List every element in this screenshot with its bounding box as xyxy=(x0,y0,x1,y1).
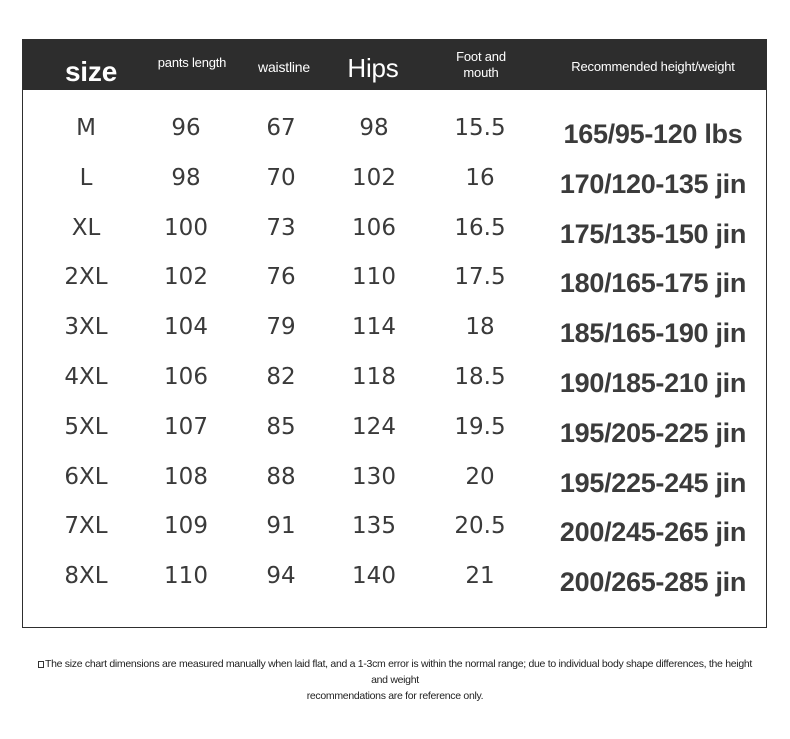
cell-pants-length: 104 xyxy=(164,314,208,341)
cell-recommended: 175/135-150 jin xyxy=(559,218,747,249)
cell-size: 3XL xyxy=(64,314,108,341)
table-row xyxy=(23,453,766,503)
header-recommended: Recommended height/weight xyxy=(571,58,735,74)
table-row xyxy=(23,353,766,403)
table-row xyxy=(23,204,766,254)
cell-foot-mouth: 18 xyxy=(465,314,495,341)
header-waistline: waistline xyxy=(258,59,310,76)
cell-foot-mouth: 18.5 xyxy=(454,363,506,390)
table-row xyxy=(23,154,766,204)
cell-recommended: 200/245-265 jin xyxy=(559,517,747,548)
cell-waistline: 91 xyxy=(266,513,296,540)
table-body xyxy=(23,104,766,602)
header-foot-mouth xyxy=(433,40,529,90)
cell-recommended: 190/185-210 jin xyxy=(559,367,747,398)
cell-recommended: 180/165-175 jin xyxy=(559,268,747,299)
cell-foot-mouth: 20 xyxy=(465,463,495,490)
cell-foot-mouth: 21 xyxy=(465,563,495,590)
cell-size: 6XL xyxy=(64,463,108,490)
cell-waistline: 94 xyxy=(266,563,296,590)
table-header xyxy=(23,40,766,90)
cell-recommended: 200/265-285 jin xyxy=(559,567,747,598)
cell-waistline: 67 xyxy=(266,115,296,141)
cell-hips: 130 xyxy=(352,463,396,490)
table-row xyxy=(23,253,766,303)
cell-recommended: 195/225-245 jin xyxy=(559,467,747,498)
table-row xyxy=(23,502,766,552)
cell-pants-length: 107 xyxy=(164,413,208,440)
footnote-line1: The size chart dimensions are measured manually when laid flat, and a 1-3cm error is within the normal range; due to individual body shape differences, the height and weight xyxy=(44,658,753,686)
cell-foot-mouth: 17.5 xyxy=(454,264,506,291)
cell-pants-length: 100 xyxy=(164,214,208,241)
cell-size: 8XL xyxy=(64,563,108,590)
header-pants-length: pants length xyxy=(157,54,227,70)
cell-foot-mouth: 15.5 xyxy=(454,115,506,141)
cell-hips: 110 xyxy=(352,264,396,291)
cell-hips: 102 xyxy=(352,164,396,191)
cell-waistline: 70 xyxy=(266,164,296,191)
cell-foot-mouth: 16.5 xyxy=(454,214,506,241)
cell-hips: 114 xyxy=(352,314,396,341)
cell-pants-length: 102 xyxy=(164,264,208,291)
cell-size: XL xyxy=(71,214,101,241)
cell-pants-length: 98 xyxy=(171,164,201,191)
cell-recommended: 185/165-190 jin xyxy=(559,318,747,349)
cell-pants-length: 110 xyxy=(164,563,208,590)
cell-pants-length: 106 xyxy=(164,363,208,390)
footnote-line2: recommendations are for reference only. xyxy=(306,690,484,702)
note-icon xyxy=(38,661,44,668)
header-hips: Hips xyxy=(347,52,399,83)
footnote xyxy=(30,656,760,704)
cell-waistline: 88 xyxy=(266,463,296,490)
cell-size: 4XL xyxy=(64,363,108,390)
cell-waistline: 85 xyxy=(266,413,296,440)
cell-hips: 135 xyxy=(352,513,396,540)
cell-pants-length: 108 xyxy=(164,463,208,490)
header-size: size xyxy=(64,55,118,87)
cell-recommended: 195/205-225 jin xyxy=(559,417,747,448)
cell-hips: 124 xyxy=(352,413,396,440)
table-row xyxy=(23,104,766,154)
cell-hips: 140 xyxy=(352,563,396,590)
cell-size: 7XL xyxy=(64,513,108,540)
cell-waistline: 82 xyxy=(266,363,296,390)
size-chart xyxy=(22,39,767,628)
cell-hips: 106 xyxy=(352,214,396,241)
cell-pants-length: 96 xyxy=(171,115,201,141)
cell-size: L xyxy=(79,164,93,191)
cell-recommended: 170/120-135 jin xyxy=(559,168,747,199)
table-row xyxy=(23,303,766,353)
cell-waistline: 79 xyxy=(266,314,296,341)
cell-foot-mouth: 20.5 xyxy=(454,513,506,540)
table-row xyxy=(23,403,766,453)
header-foot-line2: mouth xyxy=(463,65,499,80)
cell-foot-mouth: 16 xyxy=(465,164,495,191)
cell-waistline: 73 xyxy=(266,214,296,241)
cell-hips: 118 xyxy=(352,363,396,390)
table-row xyxy=(23,552,766,602)
cell-size: 2XL xyxy=(64,264,108,291)
cell-waistline: 76 xyxy=(266,264,296,291)
cell-recommended: 165/95-120 lbs xyxy=(563,119,743,149)
cell-hips: 98 xyxy=(359,115,389,141)
header-foot-line1: Foot and xyxy=(456,48,506,64)
cell-size: M xyxy=(76,115,96,141)
cell-foot-mouth: 19.5 xyxy=(454,413,506,440)
cell-pants-length: 109 xyxy=(164,513,208,540)
cell-size: 5XL xyxy=(64,413,108,440)
